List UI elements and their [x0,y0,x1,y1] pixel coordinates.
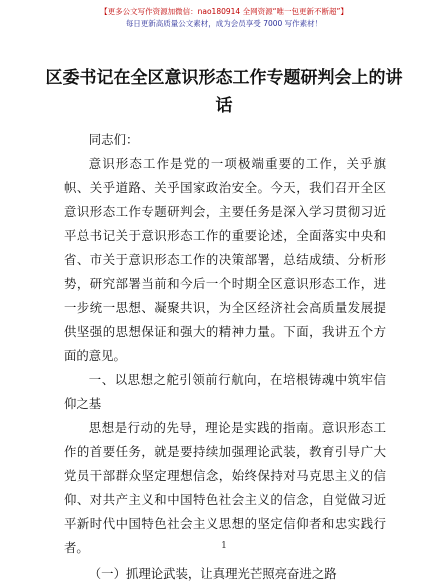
salutation: 同志们： [88,132,139,147]
header-line-2: 每日更新高质量公文素材，成为会员享受 7000 写作素材！ [125,19,323,28]
paragraph-intro: 意识形态工作是党的一项极端重要的工作，关乎旗帜、关乎道路、关乎国家政治安全。今天，我们召开全区意识形态工作专题研判会，主要任务是深入学习贯彻习近平总书记关于意识形态工作的重要论述，全面落实中央和省、市关于意识形态工作的决策部署，总结成绩、分析形势，研究部署当前和今后一个时期全区意识形态工作，进一步统一思想、凝聚共识，为全区经济社会高质量发展提供坚强的思想保证和强大的精神力量。下面，我讲五个方面的意见。 [64,156,386,363]
section-heading-1: 一、以思想之舵引领前行航向，在培根铸魂中筑牢信仰之基 [64,372,386,411]
subsection-heading-1: （一）抓理论武装，让真理光芒照亮奋进之路 [88,566,337,581]
paragraph-section-1: 思想是行动的先导，理论是实践的指南。意识形态工作的首要任务，就是要持续加强理论武装，教育引导广大党员干部群众坚定理想信念，始终保持对马克思主义的信仰、对共产主义和中国特色社会主义的信念，自觉做习近平新时代中国特色社会主义思想的坚定信仰者和忠实践行者。 [64,420,386,555]
document-title: 区委书记在全区意识形态工作专题研判会上的讲话 [45,68,403,116]
document-body [64,128,386,586]
header-banner [0,6,448,30]
page-number: 1 [221,541,227,551]
header-line-1: 【更多公文写作资源加微信：nao180914 全网资源“唯一包更新不断超”】 [100,7,348,16]
